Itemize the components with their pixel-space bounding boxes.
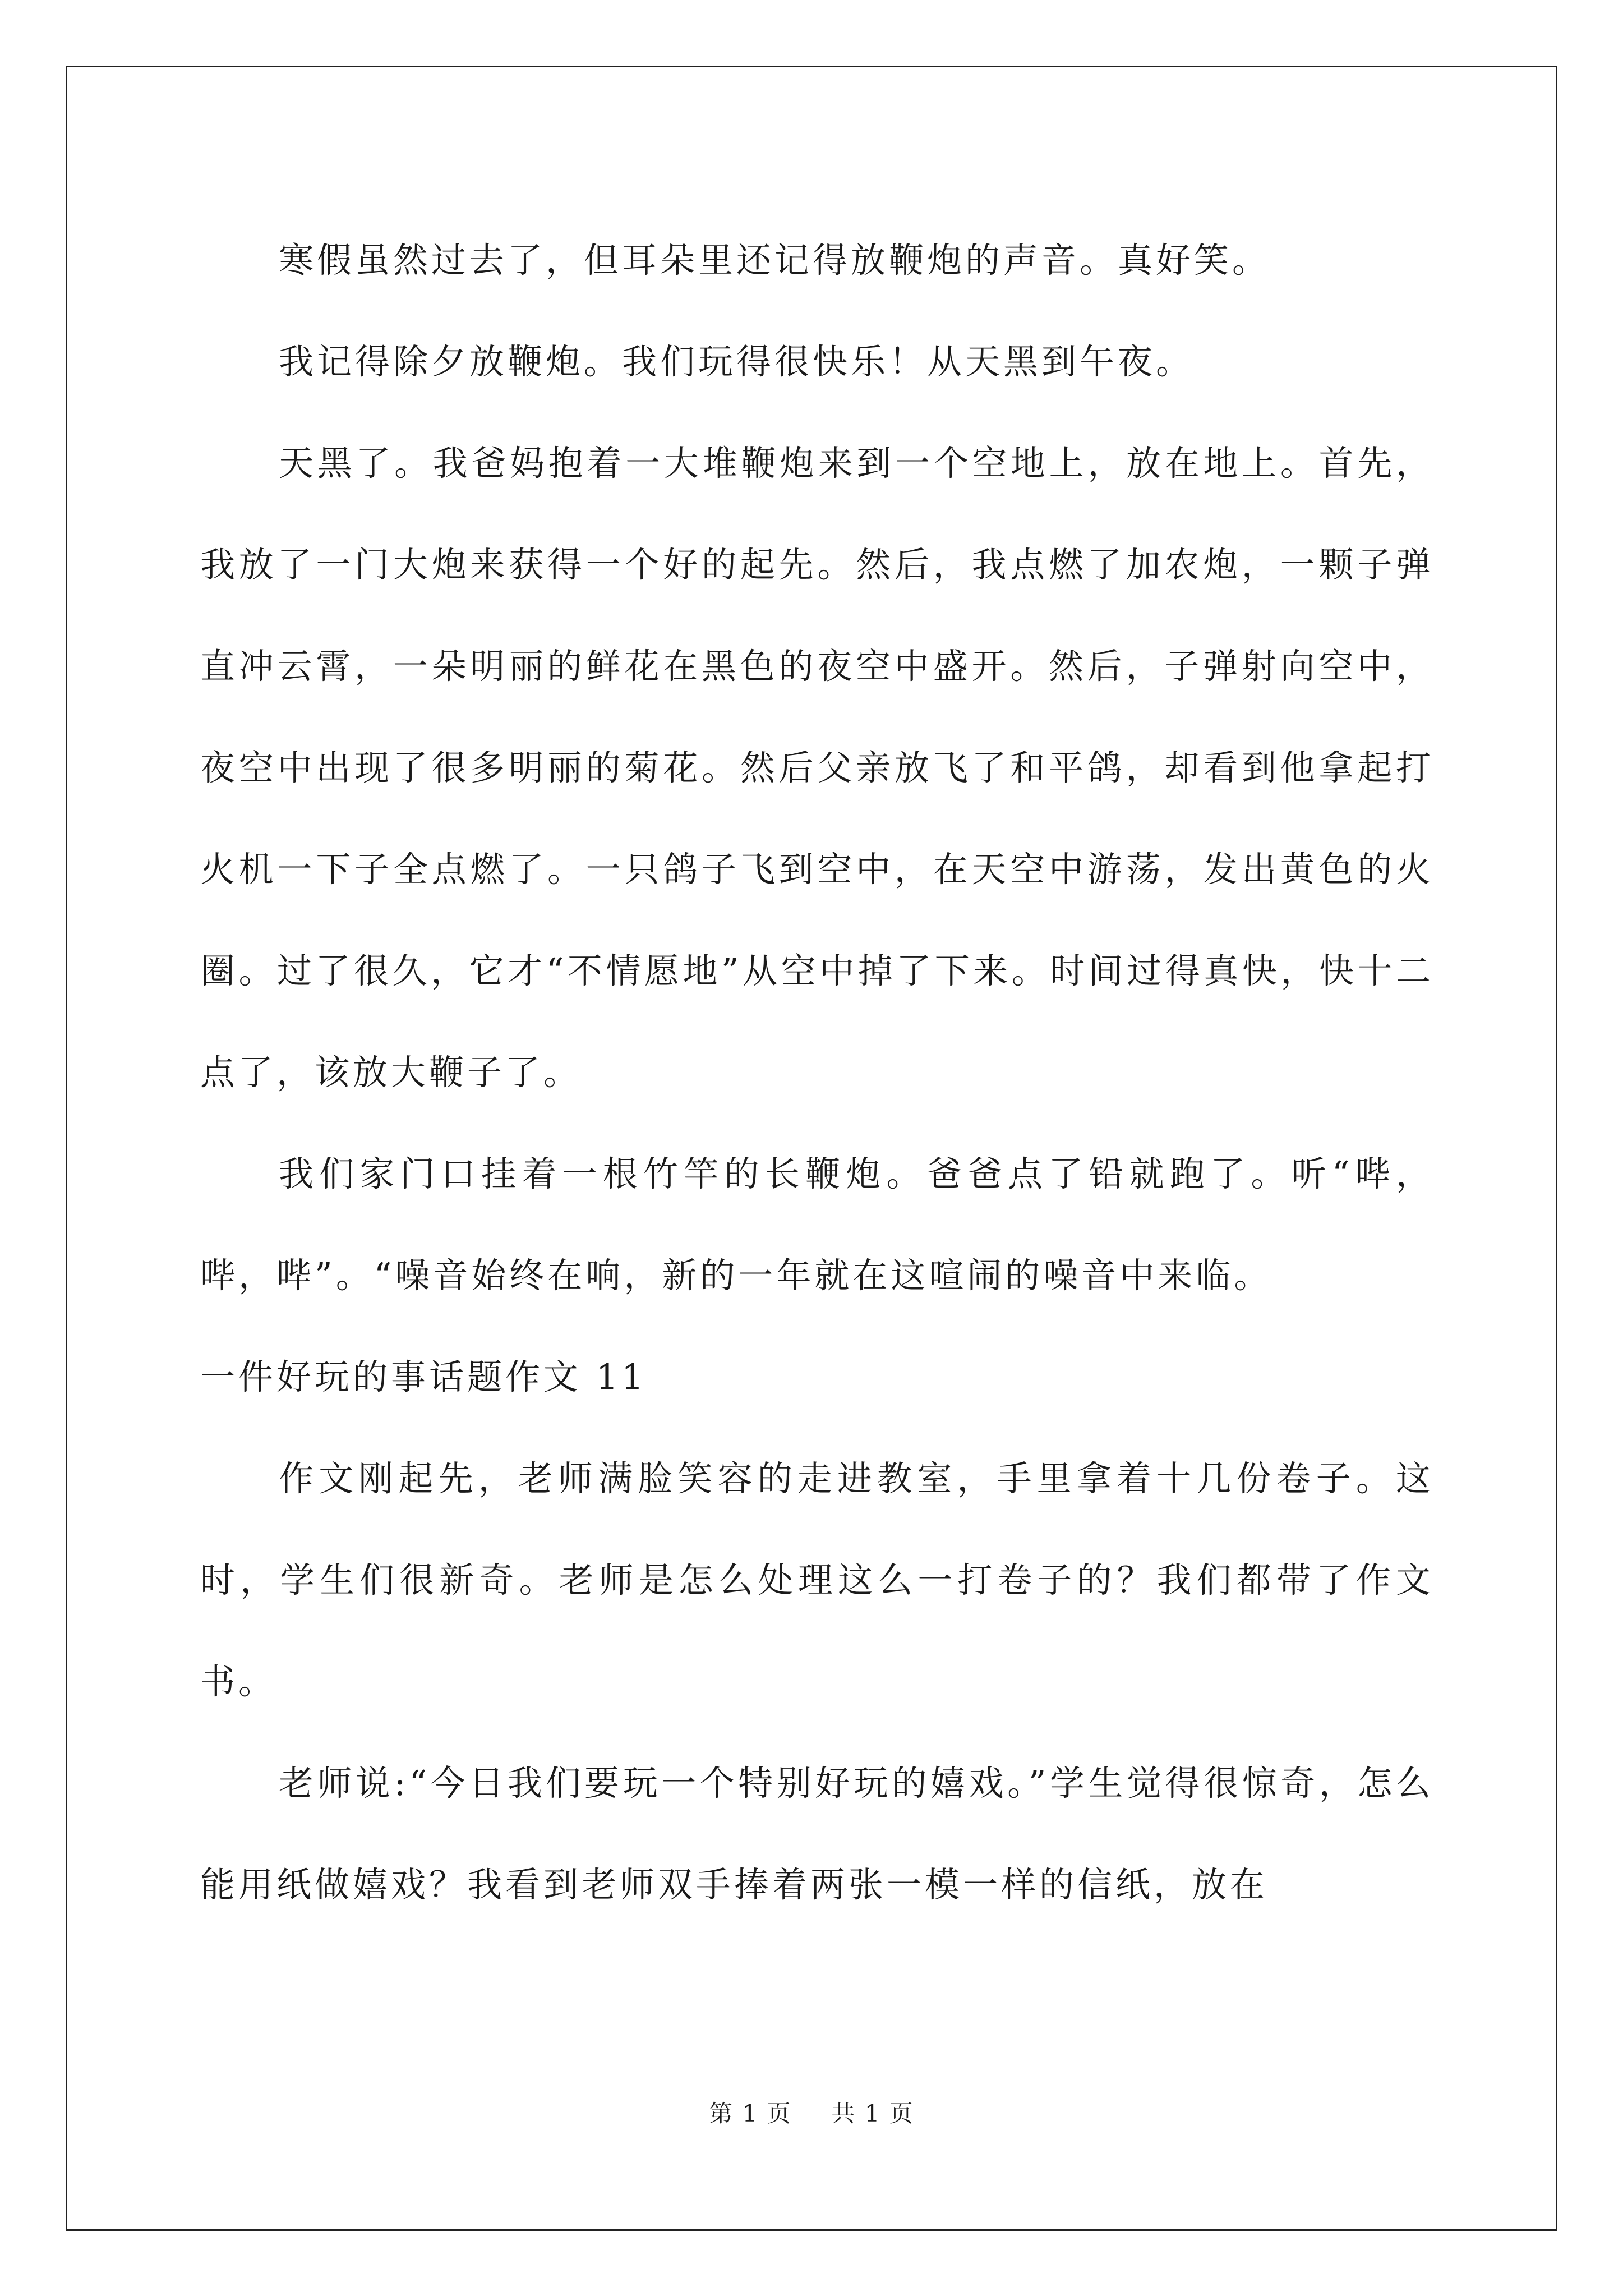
paragraph-5: 作文刚起先，老师满脸笑容的走进教室，手里拿着十几份卷子。这时，学生们很新奇。老师是怎么处理这么一打卷子的？我们都带了作文书。 bbox=[200, 1458, 1434, 1702]
paragraph-2: 我记得除夕放鞭炮。我们玩得很快乐！从天黑到午夜。 bbox=[279, 341, 1195, 382]
paragraph-6: 老师说:“今日我们要玩一个特别好玩的嬉戏。”学生觉得很惊奇，怎么能用纸做嬉戏？我看到老师双手捧着两张一模一样的信纸，放在 bbox=[200, 1763, 1434, 1905]
page-number: 第 1 页 bbox=[709, 2100, 792, 2127]
paragraph-4: 我们家门口挂着一根竹竿的长鞭炮。爸爸点了铅就跑了。听“哔，哔，哔”。“噪音始终在响，新的一年就在这喧闹的噪音中来临。 bbox=[200, 1153, 1434, 1296]
paragraph-3: 天黑了。我爸妈抱着一大堆鞭炮来到一个空地上，放在地上。首先，我放了一门大炮来获得一个好的起先。然后，我点燃了加农炮，一颗子弹直冲云霄，一朵明丽的鲜花在黑色的夜空中盛开。然后，子弹射向空中，夜空中出现了很多明丽的菊花。然后父亲放飞了和平鸽，却看到他拿起打火机一下子全点燃了。一只鸽子飞到空中，在天空中游荡，发出黄色的火圈。过了很久，它才“不情愿地”从空中掉了下来。时间过得真快，快十二点了，该放大鞭子了。 bbox=[200, 443, 1434, 1093]
paragraph-1: 寒假虽然过去了，但耳朵里还记得放鞭炮的声音。真好笑。 bbox=[279, 240, 1271, 280]
document-body bbox=[200, 209, 1434, 1935]
section-heading: 一件好玩的事话题作文 11 bbox=[200, 1356, 647, 1397]
page-footer bbox=[0, 2095, 1623, 2129]
page-total: 共 1 页 bbox=[831, 2100, 914, 2127]
